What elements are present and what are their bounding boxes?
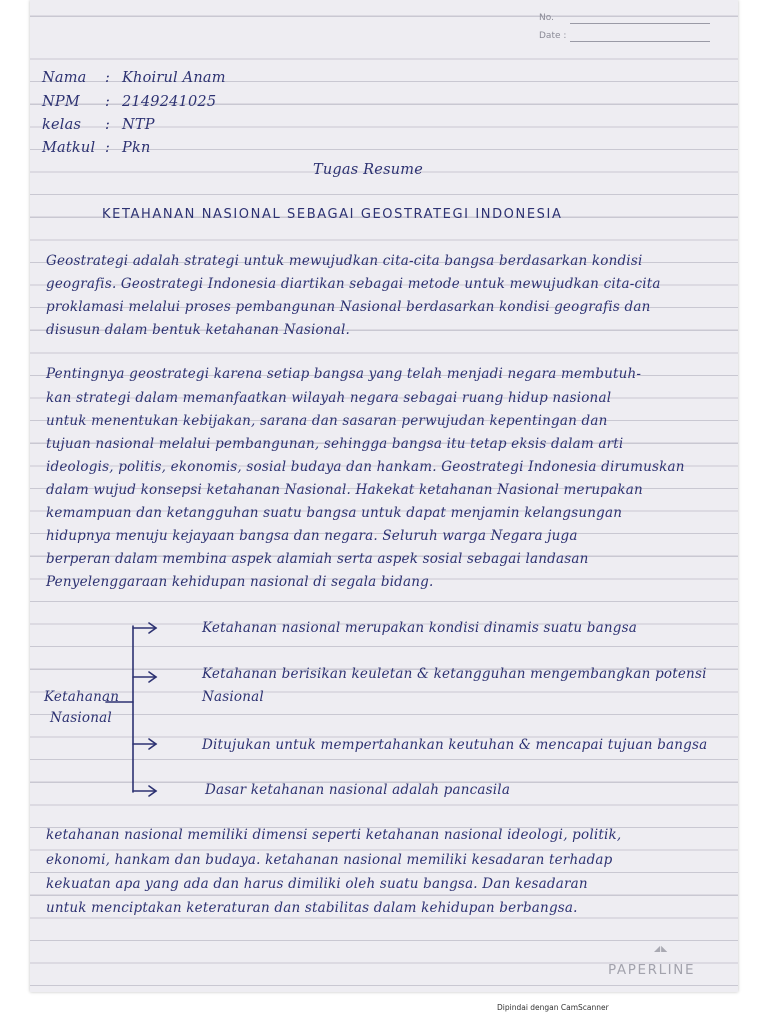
assignment-title: Tugas Resume	[313, 162, 423, 178]
notebook-page	[30, 0, 738, 992]
resume-title: KETAHANAN NASIONAL SEBAGAI GEOSTRATEGI INDONESIA	[102, 207, 563, 222]
para2-line: ideologis, politis, ekonomis, sosial budaya dan hankam. Geostrategi Indonesia dirumuskan	[46, 459, 685, 475]
para1-line: geografis. Geostrategi Indonesia diartikan sebagai metode untuk mewujudkan cita-cita	[46, 276, 661, 292]
branch-2-text: Ketahanan berisikan keuletan & ketangguhan mengembangkan potensi	[202, 666, 707, 682]
para2-line: Pentingnya geostrategi karena setiap bangsa yang telah menjadi negara membutuh-	[46, 366, 642, 382]
para1-line: disusun dalam bentuk ketahanan Nasional.	[46, 322, 350, 338]
brand-name: PAPERLINE	[608, 962, 696, 978]
identity-sep: :	[105, 94, 111, 110]
para3-line: untuk menciptakan keteraturan dan stabilitas dalam kehidupan berbangsa.	[46, 900, 578, 916]
branch-2-text-cont: Nasional	[202, 689, 264, 705]
para3-line: ekonomi, hankam dan budaya. ketahanan nasional memiliki kesadaran terhadap	[46, 852, 613, 868]
para2-line: Penyelenggaraan kehidupan nasional di segala bidang.	[46, 574, 434, 590]
identity-value-nama: Khoirul Anam	[122, 70, 226, 86]
identity-label-npm: NPM	[42, 94, 80, 110]
date-label: Date :	[539, 31, 567, 41]
para1-line: Geostrategi adalah strategi untuk mewujudkan cita-cita bangsa berdasarkan kondisi	[46, 253, 643, 269]
para3-line: kekuatan apa yang ada dan harus dimiliki oleh suatu bangsa. Dan kesadaran	[46, 876, 588, 892]
identity-value-kelas: NTP	[122, 117, 155, 133]
identity-label-matkul: Matkul	[42, 140, 96, 156]
identity-value-npm: 2149241025	[122, 94, 217, 110]
identity-sep: :	[105, 70, 111, 86]
no-label: No.	[539, 13, 554, 23]
para2-line: hidupnya menuju kejayaan bangsa dan negara. Seluruh warga Negara juga	[46, 528, 578, 544]
diagram-root-line2: Nasional	[50, 710, 112, 726]
identity-value-matkul: Pkn	[122, 140, 151, 156]
para2-line: kemampuan dan ketangguhan suatu bangsa untuk dapat menjamin kelangsungan	[46, 505, 623, 521]
para2-line: kan strategi dalam memanfaatkan wilayah negara sebagai ruang hidup nasional	[46, 390, 612, 406]
para3-line: ketahanan nasional memiliki dimensi seperti ketahanan nasional ideologi, politik,	[46, 827, 622, 843]
identity-label-kelas: kelas	[42, 117, 82, 133]
para2-line: berperan dalam membina aspek alamiah serta aspek sosial sebagai landasan	[46, 551, 589, 567]
para2-line: untuk menentukan kebijakan, sarana dan sasaran perwujudan kepentingan dan	[46, 413, 608, 429]
branch-4-text: Dasar ketahanan nasional adalah pancasila	[205, 782, 511, 798]
scanner-footer: Dipindai dengan CamScanner	[497, 1003, 609, 1012]
identity-sep: :	[105, 117, 111, 133]
brand-logo-icon: ◢◣	[654, 944, 669, 953]
branch-3-text: Ditujukan untuk mempertahankan keutuhan & mencapai tujuan bangsa	[202, 737, 708, 753]
identity-sep: :	[105, 140, 111, 156]
para2-line: tujuan nasional melalui pembangunan, sehingga bangsa itu tetap eksis dalam arti	[46, 436, 624, 452]
para2-line: dalam wujud konsepsi ketahanan Nasional. Hakekat ketahanan Nasional merupakan	[46, 482, 643, 498]
branch-1-text: Ketahanan nasional merupakan kondisi dinamis suatu bangsa	[202, 620, 637, 636]
diagram-root-line1: Ketahanan	[44, 689, 120, 705]
para1-line: proklamasi melalui proses pembangunan Nasional berdasarkan kondisi geografis dan	[46, 299, 651, 315]
bracket-arrows	[30, 0, 738, 992]
identity-label-nama: Nama	[42, 70, 87, 86]
